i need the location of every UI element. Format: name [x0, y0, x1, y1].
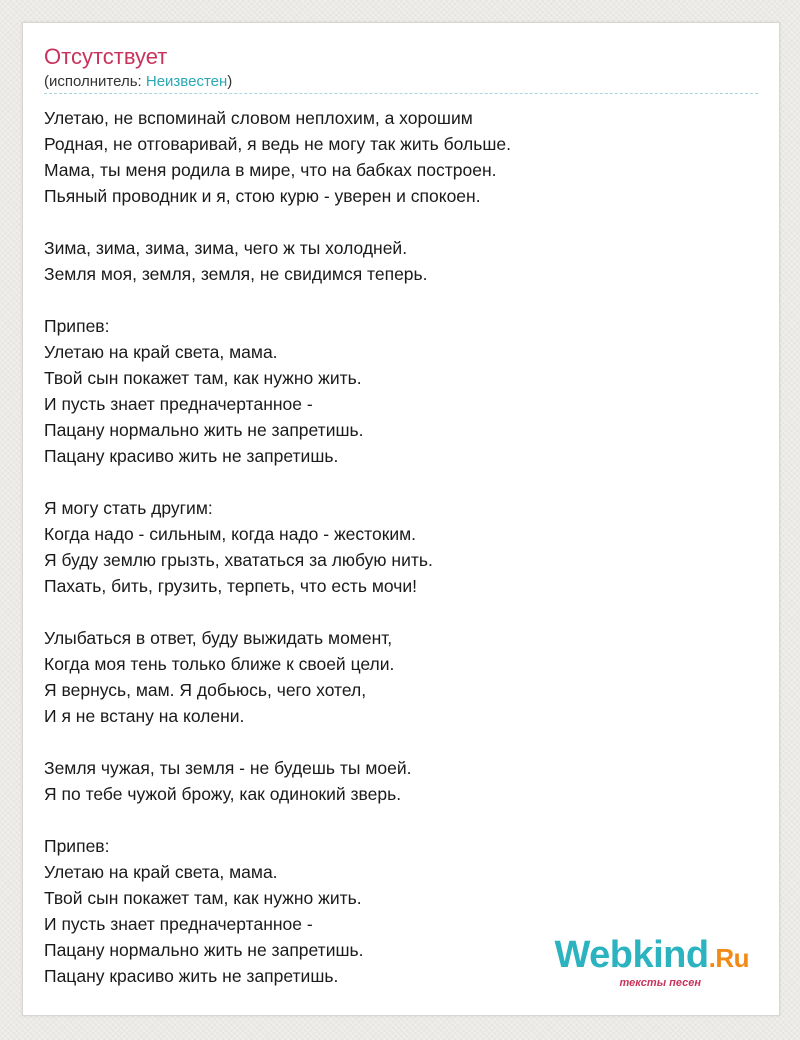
lyrics-stanza: [44, 495, 758, 599]
logo-wordmark: [554, 936, 749, 977]
lyrics-stanza: [44, 313, 758, 469]
artist-line: [44, 72, 232, 92]
lyric-line: Пацану красиво жить не запретишь.: [44, 966, 339, 986]
lyric-line: Пацану нормально жить не запретишь.: [44, 420, 364, 440]
lyrics-stanza: [44, 105, 758, 209]
lyric-line: Пьяный проводник и я, стою курю - уверен и спокоен.: [44, 186, 481, 206]
lyrics-body: [44, 105, 758, 1015]
lyric-line: Я вернусь, мам. Я добьюсь, чего хотел,: [44, 680, 367, 700]
lyric-line: Я буду землю грызть, хвататься за любую нить.: [44, 550, 433, 570]
logo-tagline: тексты песен: [619, 977, 701, 989]
lyric-line: Когда моя тень только ближе к своей цели.: [44, 654, 395, 674]
lyrics-stanza: [44, 625, 758, 729]
artist-prefix: (исполнитель:: [44, 73, 146, 90]
artist-suffix: ): [227, 73, 233, 90]
lyric-line: Пацану красиво жить не запретишь.: [44, 446, 339, 466]
lyric-line: И пусть знает предначертанное -: [44, 394, 313, 414]
lyric-line: И пусть знает предначертанное -: [44, 914, 313, 934]
lyric-line: Пацану нормально жить не запретишь.: [44, 940, 364, 960]
title-divider: [44, 93, 758, 94]
lyric-line: И я не встану на колени.: [44, 706, 245, 726]
logo-tld: .Ru: [708, 943, 749, 973]
lyric-line: Я по тебе чужой брожу, как одинокий зверь.: [44, 784, 402, 804]
lyric-line: Я могу стать другим:: [44, 498, 213, 518]
lyric-line: Твой сын покажет там, как нужно жить.: [44, 368, 362, 388]
lyrics-stanza: [44, 235, 758, 287]
lyric-line: Пахать, бить, грузить, терпеть, что есть мочи!: [44, 576, 417, 596]
lyric-line: Земля чужая, ты земля - не будешь ты моей.: [44, 758, 412, 778]
lyric-line: Улыбаться в ответ, буду выжидать момент,: [44, 628, 393, 648]
lyrics-card: [22, 22, 780, 1016]
lyric-line: Твой сын покажет там, как нужно жить.: [44, 888, 362, 908]
logo-main-text: Webkind: [554, 934, 709, 976]
lyric-line: Припев:: [44, 316, 110, 336]
lyric-line: Земля моя, земля, земля, не свидимся теперь.: [44, 264, 428, 284]
artist-link[interactable]: Неизвестен: [145, 73, 228, 90]
song-title: Отсутствует: [44, 44, 168, 69]
lyric-line: Припев:: [44, 836, 110, 856]
lyric-line: Родная, не отговаривай, я ведь не могу так жить больше.: [44, 134, 511, 154]
lyric-line: Улетаю на край света, мама.: [44, 342, 278, 362]
lyric-line: Улетаю, не вспоминай словом неплохим, а хорошим: [44, 108, 473, 128]
lyric-line: Улетаю на край света, мама.: [44, 862, 278, 882]
lyric-line: Когда надо - сильным, когда надо - жестоким.: [44, 524, 417, 544]
site-logo[interactable]: [554, 936, 749, 989]
lyrics-stanza: [44, 755, 758, 807]
lyric-line: Мама, ты меня родила в мире, что на бабках построен.: [44, 160, 497, 180]
lyric-line: Зима, зима, зима, зима, чего ж ты холодней.: [44, 238, 408, 258]
